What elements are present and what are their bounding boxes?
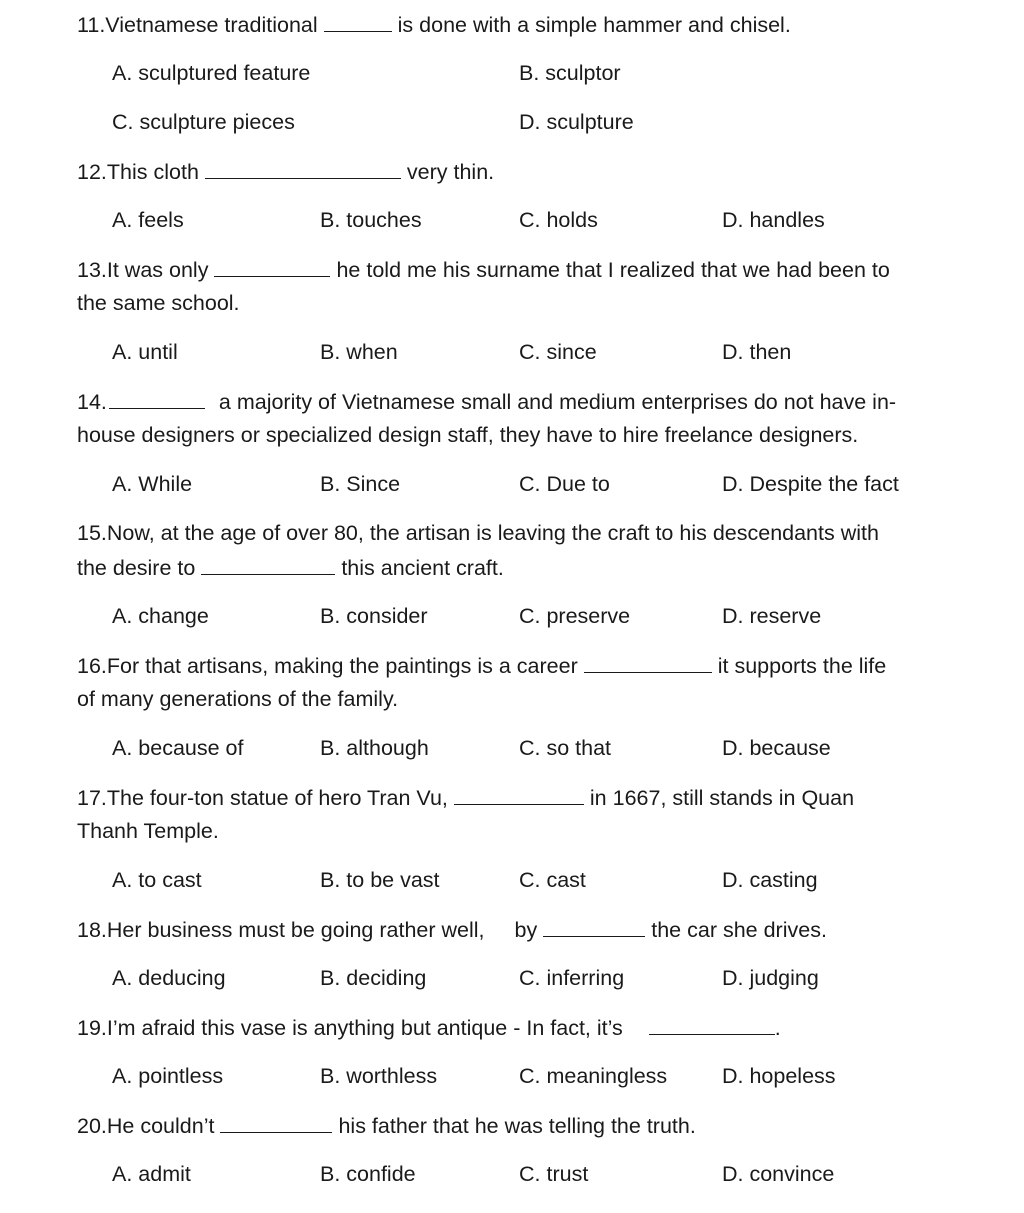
question-16: 16.For that artisans, making the paintings is a career it supports the life <box>77 654 887 678</box>
option-b: B. when <box>320 340 398 364</box>
question-18: 18.Her business must be going rather well, by the car she drives. <box>77 918 827 942</box>
option-c: C. meaningless <box>519 1064 668 1088</box>
option-d: D. hopeless <box>722 1064 836 1088</box>
option-d: D. convince <box>722 1162 835 1186</box>
question-16-continuation: of many generations of the family. <box>77 687 399 711</box>
option-d: D. sculpture <box>519 110 634 134</box>
question-19: 19.I’m afraid this vase is anything but antique - In fact, it’s . <box>77 1016 781 1040</box>
question-14-continuation: house designers or specialized design staff, they have to hire freelance designers. <box>77 423 859 447</box>
question-13-continuation: the same school. <box>77 291 240 315</box>
option-b: B. sculptor <box>519 61 621 85</box>
option-c: C. preserve <box>519 604 631 628</box>
question-20: 20.He couldn’t his father that he was telling the truth. <box>77 1114 696 1138</box>
option-a: A. sculptured feature <box>112 61 311 85</box>
option-c: C. Due to <box>519 472 610 496</box>
answer-blank <box>324 11 392 32</box>
answer-blank <box>649 1014 775 1035</box>
option-b: B. touches <box>320 208 422 232</box>
question-15: 15.Now, at the age of over 80, the artisan is leaving the craft to his descendants with <box>77 521 879 545</box>
option-a: A. change <box>112 604 209 628</box>
option-b: B. deciding <box>320 966 427 990</box>
option-b: B. consider <box>320 604 428 628</box>
question-11: 11.Vietnamese traditional is done with a simple hammer and chisel. <box>77 13 791 37</box>
option-c: C. so that <box>519 736 612 760</box>
option-a: A. admit <box>112 1162 191 1186</box>
option-c: C. inferring <box>519 966 625 990</box>
option-a: A. because of <box>112 736 244 760</box>
question-15-continuation: the desire to this ancient craft. <box>77 556 504 580</box>
option-d: D. reserve <box>722 604 822 628</box>
question-13: 13.It was only he told me his surname that I realized that we had been to <box>77 258 890 282</box>
option-b: B. to be vast <box>320 868 440 892</box>
option-c: C. holds <box>519 208 598 232</box>
option-d: D. judging <box>722 966 819 990</box>
option-d: D. handles <box>722 208 825 232</box>
question-12: 12.This cloth very thin. <box>77 160 495 184</box>
option-a: A. feels <box>112 208 184 232</box>
option-d: D. casting <box>722 868 818 892</box>
option-d: D. because <box>722 736 831 760</box>
question-17: 17.The four-ton statue of hero Tran Vu, in 1667, still stands in Quan <box>77 786 855 810</box>
answer-blank <box>205 158 401 179</box>
answer-blank <box>220 1112 332 1133</box>
option-c: C. since <box>519 340 597 364</box>
answer-blank <box>543 916 645 937</box>
option-a: A. While <box>112 472 193 496</box>
option-a: A. deducing <box>112 966 226 990</box>
answer-blank <box>201 554 335 575</box>
option-c: C. trust <box>519 1162 589 1186</box>
option-b: B. confide <box>320 1162 416 1186</box>
option-a: A. pointless <box>112 1064 224 1088</box>
option-d: D. Despite the fact <box>722 472 899 496</box>
option-b: B. although <box>320 736 429 760</box>
answer-blank <box>214 256 330 277</box>
option-c: C. cast <box>519 868 586 892</box>
option-a: A. until <box>112 340 178 364</box>
option-a: A. to cast <box>112 868 202 892</box>
answer-blank <box>454 784 584 805</box>
question-14: 14. a majority of Vietnamese small and medium enterprises do not have in- <box>77 390 897 414</box>
option-c: C. sculpture pieces <box>112 110 295 134</box>
answer-blank <box>584 652 712 673</box>
answer-blank <box>109 388 205 409</box>
option-b: B. Since <box>320 472 401 496</box>
option-b: B. worthless <box>320 1064 438 1088</box>
question-17-continuation: Thanh Temple. <box>77 819 219 843</box>
option-d: D. then <box>722 340 792 364</box>
